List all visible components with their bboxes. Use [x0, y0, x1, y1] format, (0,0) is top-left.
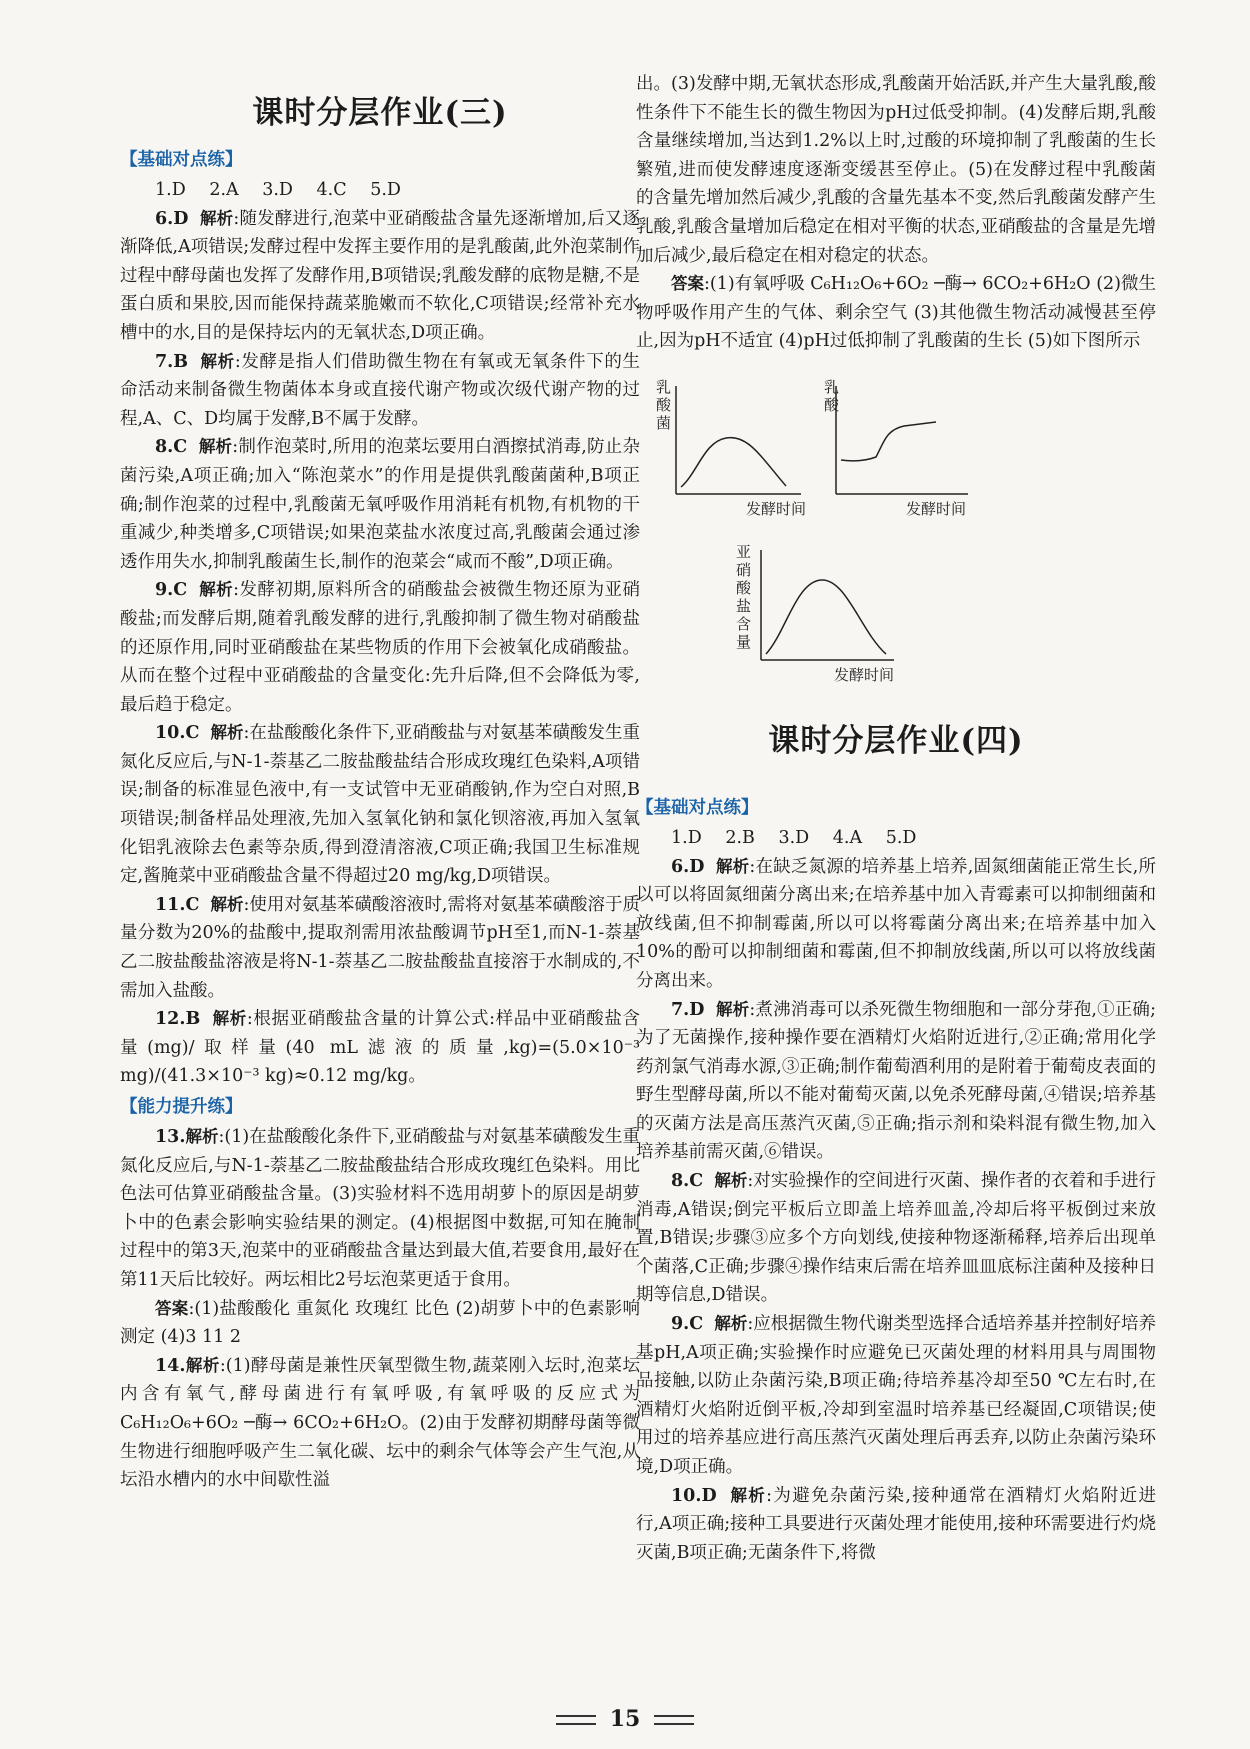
chart1-ylabel-2: 酸 [656, 395, 672, 414]
question-14: 14.解析:(1)酵母菌是兼性厌氧型微生物,蔬菜刚入坛时,泡菜坛内含有氧气,酵母菌进行有氧呼吸,有氧呼吸的反应式为C₆H₁₂O₆+6O₂ ─酶→ 6CO₂+6H₂O。(2)由于发酵初期酵母菌等微生物进行细胞呼吸产生二氧化碳、坛中的剩余气体等会产生气泡,从坛沿水槽内的水中间歇性溢 [120, 1355, 641, 1491]
question-12: 12.B 解析:根据亚硝酸盐含量的计算公式:样品中亚硝酸盐含量(mg)/取样量(40 mL滤液的质量,kg)=(5.0×10⁻³ mg)/(41.3×10⁻³ kg)≈0.12 mg/kg。 [120, 1009, 640, 1087]
answers-1-5 [120, 176, 640, 205]
chart3-ylabel-4: 盐 [736, 596, 752, 615]
question-13-answer: 答案:(1)盐酸酸化 重氮化 玫瑰红 比色 (2)胡萝卜中的色素影响测定 (4)3 11 2 [120, 1298, 640, 1348]
question-6: 6.D 解析:随发酵进行,泡菜中亚硝酸盐含量先逐渐增加,后又逐渐降低,A项错误;发酵过程中发挥主要作用的是乳酸菌,此外泡菜制作过程中酵母菌也发挥了发酵作用,B项错误;乳酸发酵的底物是糖,不是蛋白质和果胶,因而能保持蔬菜脆嫩而不软化,C项错误;经常补充水槽中的水,目的是保持坛内的无氧状态,D项正确。 [120, 208, 640, 343]
question-8: 8.C 解析:制作泡菜时,所用的泡菜坛要用白酒擦拭消毒,防止杂菌污染,A项正确;加入“陈泡菜水”的作用是提供乳酸菌菌种,B项正确;制作泡菜的过程中,乳酸菌无氧呼吸作用消耗有机物,有机物的干重减少,种类增多,C项错误;如果泡菜盐水浓度过高,乳酸菌会通过渗透作用失水,抑制乳酸菌生长,制作的泡菜会“咸而不酸”,D项正确。 [120, 437, 640, 572]
section-title-4-wrap [636, 698, 1156, 774]
question-13: 13.解析:(1)在盐酸酸化条件下,亚硝酸盐与对氨基苯磺酸发生重氮化反应后,与N-1-萘基乙二胺盐酸盐结合形成玫瑰红色染料。用比色法可估算亚硝酸盐含量。(3)实验材料不选用胡萝卜的原因是胡萝卜中的色素会影响实验结果的测定。(4)根据图中数据,可知在腌制过程中的第3天,泡菜中的亚硝酸盐含量达到最大值,若要食用,最好在第11天后比较好。两坛相比2号坛泡菜更适于食用。 [120, 1127, 641, 1290]
answer-item: 1.D [671, 827, 702, 848]
answer-item: 4.C [316, 180, 347, 200]
chart-nitrite-content [736, 543, 894, 684]
question-9: 9.C 解析:发酵初期,原料所含的硝酸盐会被微生物还原为亚硝酸盐;而发酵后期,随着乳酸发酵的进行,乳酸抑制了微生物对硝酸盐的还原作用,同时亚硝酸盐在某些物质的作用下会被氧化成硝酸盐。从而在整个过程中亚硝酸盐的含量变化:先升后降,但不会降低为零,最后趋于稳定。 [120, 580, 640, 715]
chart2-xlabel: 发酵时间 [906, 499, 967, 518]
chart1-ylabel-1: 乳 [656, 377, 672, 396]
answer-item: 2.B [725, 827, 755, 848]
page-number: 15 [0, 1706, 1250, 1732]
chart3-curve [766, 580, 886, 654]
question-6-set4: 6.D 解析:在缺乏氮源的培养基上培养,固氮细菌能正常生长,所以可以将固氮细菌分离出来;在培养基中加入青霉素可以抑制细菌和放线菌,但不抑制霉菌,所以可以将霉菌分离出来;在培养基中加入10%的酚可以抑制细菌和霉菌,但不抑制放线菌,所以可以将放线菌分离出来。 [636, 856, 1156, 991]
section-title-3: 课时分层作业(三) [252, 95, 508, 131]
chart1-xlabel: 发酵时间 [746, 499, 807, 518]
chart1-curve [681, 437, 786, 486]
question-7-set4: 7.D 解析:煮沸消毒可以杀死微生物细胞和一部分芽孢,①正确;为了无菌操作,接种操作要在酒精灯火焰附近进行,②正确;常用化学药剂氯气消毒水源,③正确;制作葡萄酒利用的是附着于葡萄皮表面的野生型酵母菌,所以不能对葡萄灭菌,以免杀死酵母菌,④错误;培养基的灭菌方法是高压蒸汽灭菌,⑤正确;指示剂和染料混有微生物,加入培养基前需灭菌,⑥错误。 [636, 999, 1157, 1163]
question-9-set4: 9.C 解析:应根据微生物代谢类型选择合适培养基并控制好培养基pH,A项正确;实验操作时应避免已灭菌处理的材料用具与周围物品接触,以防止杂菌污染,B项正确;待培养基冷却至50 ℃左右时,在酒精灯火焰附近倒平板,冷却到室温时培养基已经凝固,C项错误;使用过的培养基应进行高压蒸汽灭菌处理后再丢弃,以防止杂菌污染环境,D项正确。 [636, 1314, 1156, 1477]
answer-item: 3.D [778, 827, 810, 848]
question-11: 11.C 解析:使用对氨基苯磺酸溶液时,需将对氨基苯磺酸溶于质量分数为20%的盐酸中,提取剂需用浓盐酸调节pH至1,而N-1-萘基乙二胺盐酸盐溶液是将N-1-萘基乙二胺盐酸盐直接溶于水制成的,不需加入盐酸。 [120, 894, 641, 1001]
section-header-basic-2: 【基础对点练】 [636, 797, 759, 818]
left-column [120, 70, 640, 1495]
chart3-xlabel: 发酵时间 [834, 665, 895, 684]
section-title-4: 课时分层作业(四) [768, 722, 1024, 759]
chart1-ylabel-3: 菌 [656, 413, 672, 432]
answer-item: 5.D [370, 180, 401, 200]
page-number-left-rule [556, 1715, 596, 1725]
answer-item: 3.D [262, 180, 293, 200]
answer-charts [636, 362, 1156, 792]
answer-item: 5.D [885, 827, 917, 848]
chart3-ylabel-2: 硝 [736, 560, 752, 579]
chart3-ylabel-5: 含 [736, 614, 752, 633]
answer-item: 4.A [832, 827, 863, 848]
question-10: 10.C 解析:在盐酸酸化条件下,亚硝酸盐与对氨基苯磺酸发生重氮化反应后,与N-1-萘基乙二胺盐酸盐结合形成玫瑰红色染料,A项错误;制备的标准显色液中,有一支试管中无亚硝酸钠,作为空白对照,B项错误;制备样品处理液,先加入氢氧化钠和氯化钡溶液,再加入氢氧化铝乳液除去色素等杂质,得到澄清溶液,C项正确;我国卫生标准规定,酱腌菜中亚硝酸盐含量不得超过20 mg/kg,D项错误。 [120, 723, 641, 887]
chart2-curve [841, 422, 936, 461]
answer-item: 1.D [155, 180, 186, 200]
question-8-set4: 8.C 解析:对实验操作的空间进行灭菌、操作者的衣着和手进行消毒,A错误;倒完平板后立即盖上培养皿盖,冷却后将平板倒过来放置,B错误;步骤③应多个方向划线,使接种物逐渐稀释,培养后出现单个菌落,C正确;步骤④操作结束后需在培养皿皿底标注菌种及接种日期等信息,D错误。 [636, 1171, 1156, 1306]
chart2-ylabel-2: 酸 [824, 395, 840, 414]
page-number-right-rule [654, 1715, 694, 1725]
chart3-ylabel-1: 亚 [736, 542, 752, 561]
right-column [636, 70, 1156, 1567]
question-14-continued: 出。(3)发酵中期,无氧状态形成,乳酸菌开始活跃,并产生大量乳酸,酸性条件下不能生长的微生物因为pH过低受抑制。(4)发酵后期,乳酸含量继续增加,当达到1.2%以上时,过酸的环境抑制了乳酸菌的生长繁殖,进而使发酵速度逐渐变缓甚至停止。(5)在发酵过程中乳酸菌的含量先增加然后减少,乳酸的含量先基本不变,然后乳酸菌发酵产生乳酸,乳酸含量增加后稳定在相对平衡的状态,亚硝酸盐的含量是先增加后减少,最后稳定在相对稳定的状态。 [636, 74, 1156, 266]
question-7: 7.B 解析:发酵是指人们借助微生物在有氧或无氧条件下的生命活动来制备微生物菌体本身或直接代谢产物或次级代谢产物的过程,A、C、D均属于发酵,B不属于发酵。 [120, 351, 640, 429]
question-10-set4: 10.D 解析:为避免杂菌污染,接种通常在酒精灯火焰附近进行,A项正确;接种工具要进行灭菌处理才能使用,接种环需要进行灼烧灭菌,B项正确;无菌条件下,将微 [636, 1485, 1156, 1563]
chart-lactic-acid [824, 378, 968, 518]
answer-item: 2.A [209, 180, 239, 200]
chart2-ylabel-1: 乳 [824, 377, 840, 396]
question-14-answer: 答案:(1)有氧呼吸 C₆H₁₂O₆+6O₂ ─酶→ 6CO₂+6H₂O (2)微生物呼吸作用产生的气体、剩余空气 (3)其他微生物活动减慢甚至停止,因为pH不适宜 (4)pH过低抑制了乳酸菌的生长 (5)如下图所示 [636, 274, 1157, 352]
section-header-advanced: 【能力提升练】 [120, 1097, 243, 1117]
section-header-basic: 【基础对点练】 [120, 150, 243, 170]
answers-1-5-set4 [636, 824, 1156, 853]
chart3-ylabel-3: 酸 [736, 578, 752, 597]
chart3-ylabel-6: 量 [736, 632, 752, 651]
chart-lactic-bacteria [656, 378, 806, 518]
